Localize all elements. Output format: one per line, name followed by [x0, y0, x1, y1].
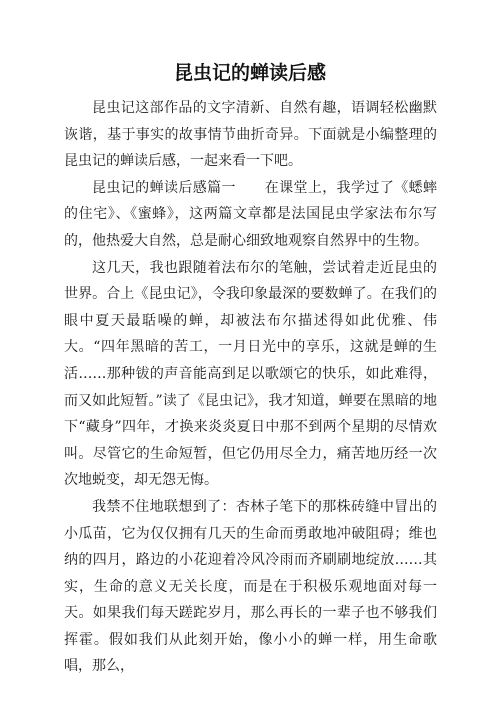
paragraph-part-one: 昆虫记的蝉读后感篇一 在课堂上，我学过了《蟋蟀的住宅》、《蜜蜂》，这两篇文章都是法国昆虫学家法布尔写的，他热爱大自然，总是耐心细致地观察自然界中的生物。 — [64, 179, 437, 249]
paragraph-cicada: 这几天，我也跟随着法布尔的笔触，尝试着走近昆虫的世界。合上《昆虫记》，令我印象最深的要数蝉了。在我们的眼中夏天最聒噪的蝉，却被法布尔描述得如此优雅、伟大。“四年黑暗的苦工，一月日光中的享乐，这就是蝉的生活……那种钹的声音能高到足以歌颂它的快乐，如此难得，而又如此短暂。”读了《昆虫记》，我才知道，蝉要在黑暗的地下“藏身”四年，才换来炎炎夏日中那不到两个星期的尽情欢叫。尽管它的生命短暂，但它仍用尽全力，痛苦地历经一次次地蜕变，却无怨无悔。 — [64, 259, 437, 489]
document-body — [64, 95, 437, 680]
paragraph-intro: 昆虫记这部作品的文字清新、自然有趣，语调轻松幽默诙谐，基于事实的故事情节曲折奇异。下面就是小编整理的昆虫记的蝉读后感，一起来看一下吧。 — [64, 100, 437, 170]
paragraph-reflection: 我禁不住地联想到了：杏林子笔下的那株砖缝中冒出的小瓜苗，它为仅仅拥有几天的生命而勇敢地冲破阻碍；维也纳的四月，路边的小花迎着冷风冷雨而齐刷刷地绽放……其实，生命的意义无关长度，而是在于积极乐观地面对每一天。如果我们每天蹉跎岁月，那么再长的一辈子也不够我们挥霍。假如我们从此刻开始，像小小的蝉一样，用生命歌唱，那么， — [64, 498, 437, 675]
document-title: 昆虫记的蝉读后感 — [173, 62, 326, 84]
